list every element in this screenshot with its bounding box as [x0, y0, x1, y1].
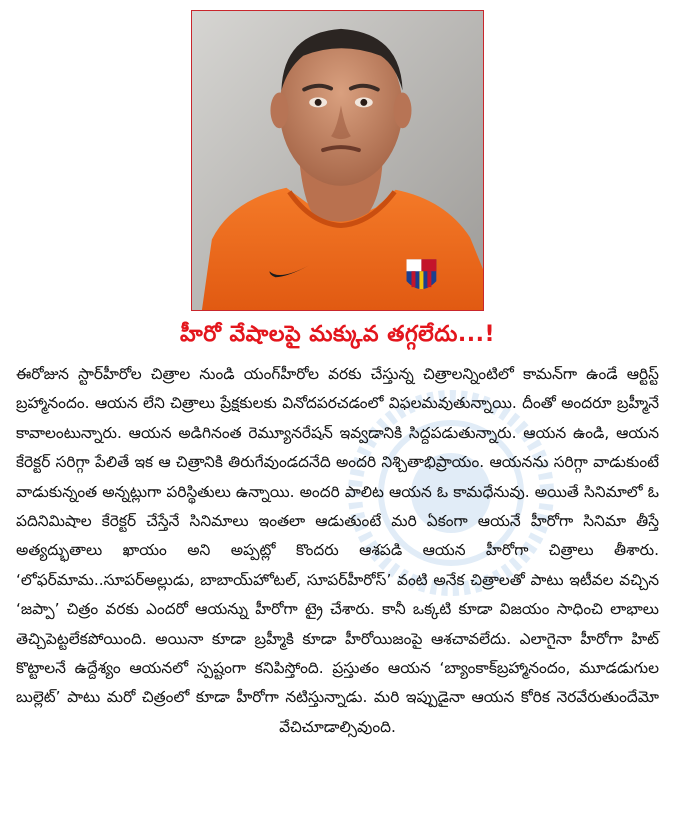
article-headline: హీరో వేషాలపై మక్కువ తగ్గలేదు...! — [179, 322, 496, 347]
portrait-photo — [191, 10, 484, 311]
article-body-text: ఈరోజున స్టార్‌హీరోల చిత్రాల నుండి యంగ్‌హీరోల వరకు చేస్తున్న చిత్రాలన్నింటిలో కామన్‌గా ఉండే ఆర్టిస్ట్ బ్రహ్మానందం. ఆయన లేని చిత్రాలు ప్రేక్షకులకు వినోదపరచడంలో విఫలమవుతున్నాయి. దీంతో అందరూ బ్రహ్మీనే కావాలంటున్నారు. ఆయన అడిగినంత రెమ్యూనరేషన్ ఇవ్వడానికి సిద్దపడుతున్నారు. ఆయన ఉండి, ఆయన కేరెక్టర్ సరిగ్గా పేలితే ఇక ఆ చిత్రానికి తిరుగేవుండదనేది అందరి నిశ్చితాభిప్రాయం. ఆయనను సరిగ్గా వాడుకుంటే వాడుకున్నంత అన్నట్లుగా పరిస్థితులు ఉన్నాయి. అందరి పాలిట ఆయన ఓ కామధేనువు. అయితే సినిమాలో ఓ పదినిమిషాల కేరెక్టర్ చేస్తేనే సినిమాలు ఇంతలా ఆడుతుంటే మరి ఏకంగా ఆయనే హీరోగా సినిమా తీస్తే అత్యద్భుతాలు ఖాయం అని అప్పట్లో కొందరు ఆశపడి ఆయన హీరోగా చిత్రాలు తీశారు. ‘లోఫర్‌మామ..సూపర్‌అల్లుడు, బాబాయ్‌హోటల్, సూపర్‌హీరోస్’ వంటి అనేక చిత్రాలతో పాటు ఇటీవల వచ్చిన ‘జప్పా’ చిత్రం వరకు ఎందరో ఆయన్ను హీరోగా ట్రై చేశారు. కానీ ఒక్కటి కూడా విజయం సాధించి లాభాలు తెచ్చిపెట్టలేకపోయింది. అయినా కూడా బ్రహ్మీకి కూడా హీరోయిజంపై ఆశచావలేదు. ఎలాగైనా హీరోగా హిట్ కొట్టాలనే ఉద్దేశ్యం ఆయనలో స్పష్టంగా కనిపిస్తోంది. ప్రస్తుతం ఆయన ‘బ్యాంకాక్‌బ్రహ్మానందం, మూడడుగుల బుల్లెట్’ పాటు మరో చిత్రంలో కూడా హీరోగా నటిస్తున్నాడు. మరి ఇప్పుడైనా ఆయన కోరిక నెరవేరుతుందేమో వేచిచూడాల్సివుంది. — [16, 365, 659, 736]
club-crest-icon — [407, 259, 437, 289]
portrait-illustration — [192, 11, 483, 310]
